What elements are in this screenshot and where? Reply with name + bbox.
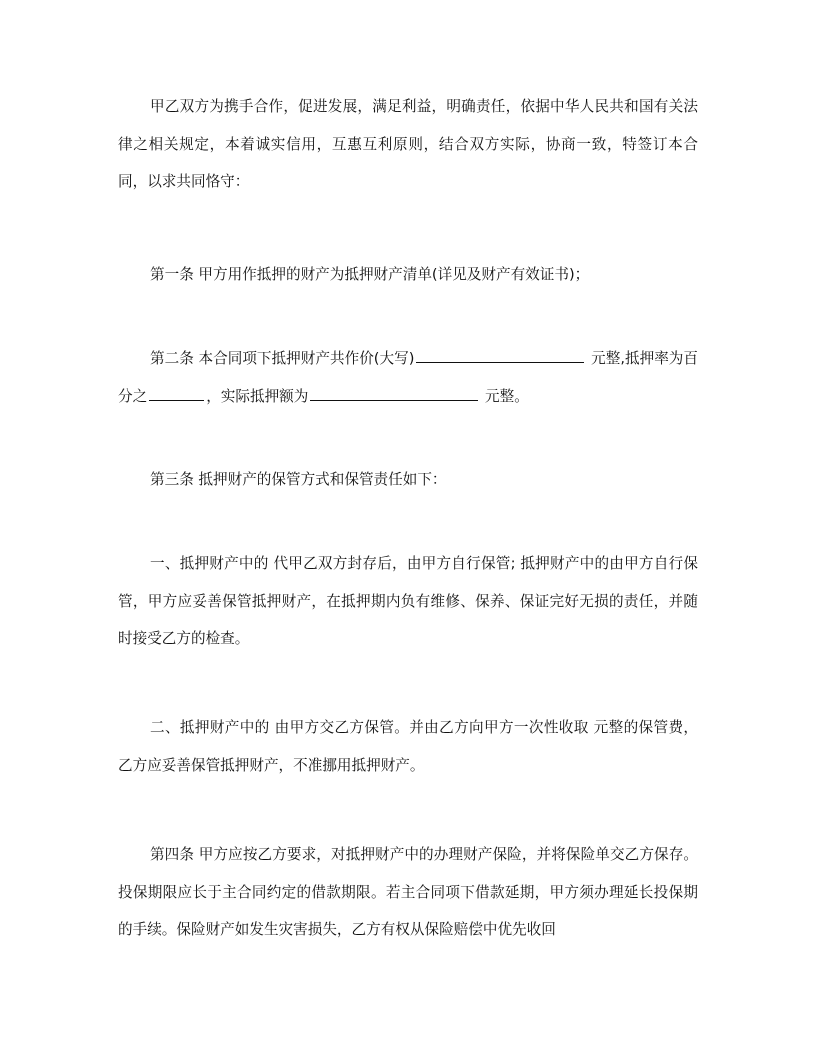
mortgage-rate-blank (149, 384, 204, 401)
mortgage-amount-blank (310, 384, 478, 401)
paragraph-preamble: 甲乙双方为携手合作，促进发展，满足利益，明确责任，依据中华人民共和国有关法律之相关规定，本着诚实信用，互惠互利原则，结合双方实际，协商一致，特签订本合同，以求共同恪守： (118, 98, 698, 190)
paragraph-article-3-item-2: 二、抵押财产中的 由甲方交乙方保管。并由乙方向甲方一次性收取 元整的保管费，乙方应妥善保管抵押财产，不准挪用抵押财产。 (118, 719, 698, 774)
article-2-text-3: ，实际抵押额为 (206, 387, 309, 405)
article-2-text-4: 元整。 (485, 387, 529, 405)
article-2-text-1: 第二条 本合同项下抵押财产共作价(大写) (150, 350, 415, 367)
paragraph-article-4: 第四条 甲方应按乙方要求，对抵押财产中的办理财产保险，并将保险单交乙方保存。投保期限应长于主合同约定的借款期限。若主合同项下借款延期，甲方须办理延长投保期的手续。保险财产如发生灾害损失，乙方有权从保险赔偿中优先收回 (118, 846, 698, 938)
valuation-blank (416, 346, 584, 363)
paragraph-article-3: 第三条 抵押财产的保管方式和保管责任如下： (150, 471, 447, 488)
paragraph-article-2 (118, 340, 698, 415)
paragraph-article-3-item-1: 一、抵押财产中的 代甲乙双方封存后，由甲方自行保管; 抵押财产中的由甲方自行保管，甲方应妥善保管抵押财产，在抵押期内负有维修、保养、保证完好无损的责任，并随时接受乙方的检查。 (118, 555, 698, 647)
article-2-text-2: 元整,抵押率为百分之 (118, 350, 699, 405)
paragraph-article-1: 第一条 甲方用作抵押的财产为抵押财产清单(详见及财产有效证书)； (150, 266, 590, 283)
